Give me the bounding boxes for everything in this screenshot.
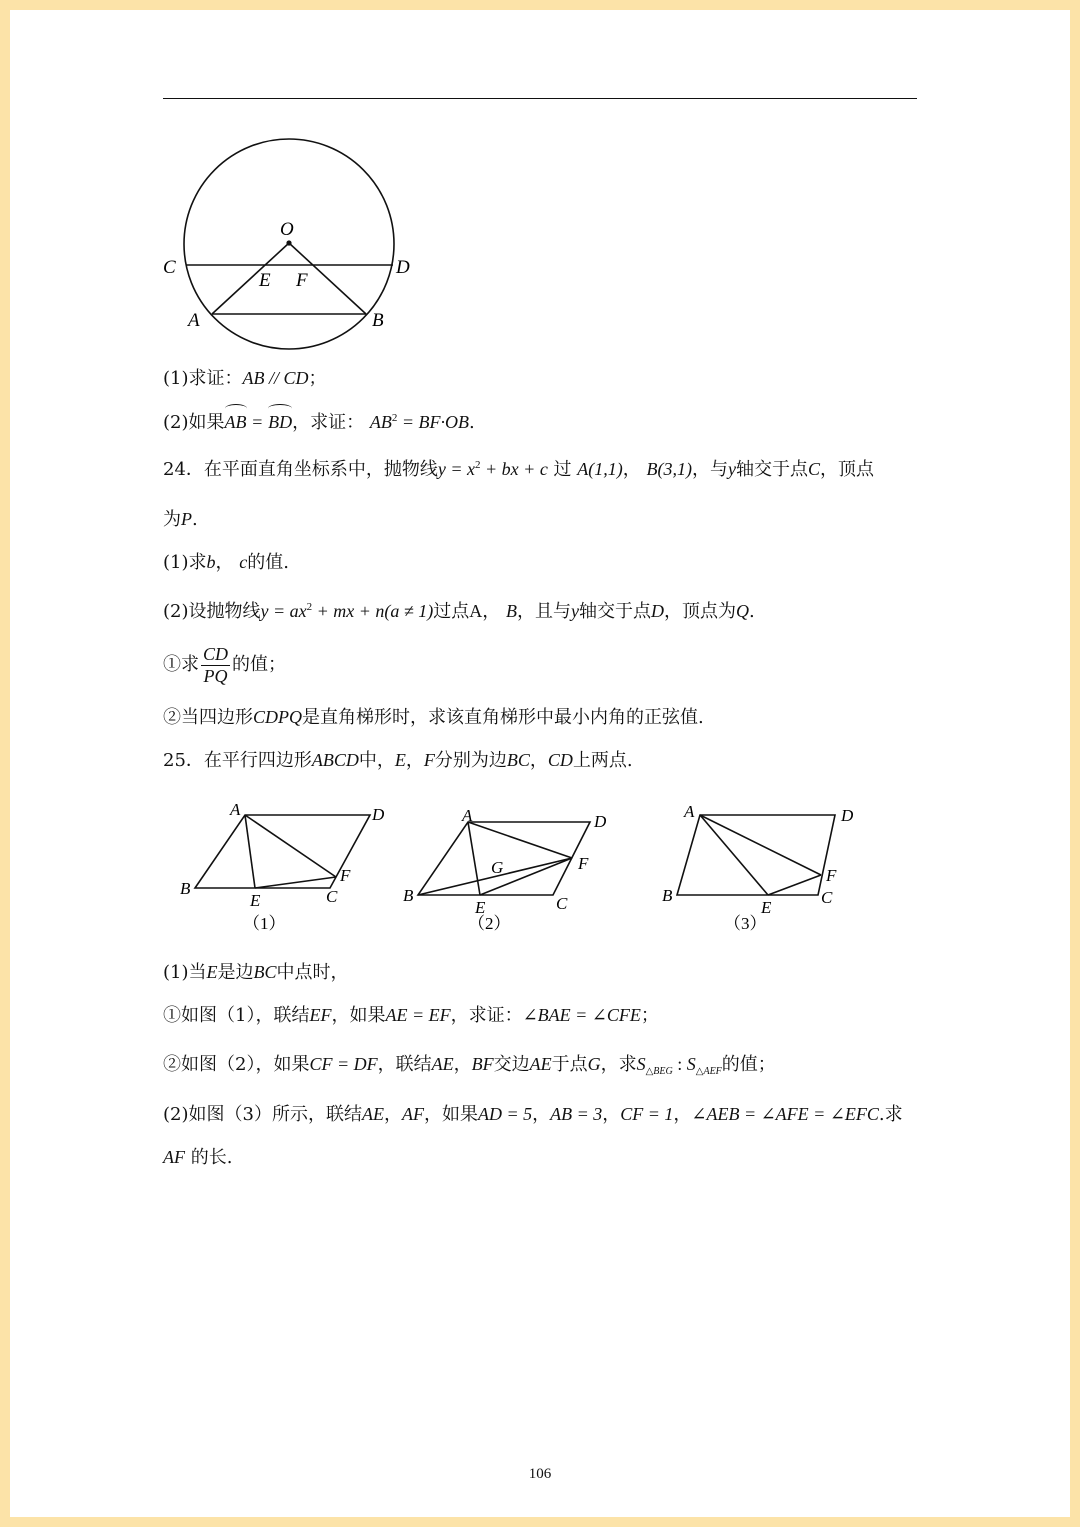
q24-part2: (2)设抛物线$y = ax^2$ + mx + n(a ≠ 1)过点A， B，且与y轴交于点D，顶点为Q. <box>163 601 755 622</box>
caption-2: （2） <box>468 914 511 933</box>
svg-text:D: D <box>841 806 854 825</box>
q25-part2-cont: AF 的长. <box>163 1147 233 1168</box>
document-page <box>10 10 1070 1517</box>
fraction-cd-pq: $\frac{CD}{PQ}$ <box>203 643 229 686</box>
svg-text:D: D <box>594 812 607 831</box>
center-point <box>286 240 291 245</box>
svg-text:B: B <box>662 886 673 905</box>
svg-text:F: F <box>340 866 351 885</box>
svg-text:A: A <box>462 806 473 825</box>
figure-1 <box>180 800 385 933</box>
svg-text:E: E <box>475 898 486 917</box>
svg-text:E: E <box>761 898 772 917</box>
q25-part2: (2)如图（3）所示，联结AE，AF，如果AD = 5，AB = 3，CF = 1，∠AEB = ∠AFE = ∠EFC.求 <box>163 1104 903 1125</box>
label-a: A <box>188 310 200 331</box>
svg-text:E: E <box>250 891 261 910</box>
svg-text:A: A <box>684 802 695 821</box>
svg-text:F: F <box>578 854 589 873</box>
svg-text:B: B <box>180 879 191 898</box>
figure-3 <box>662 802 854 933</box>
circle-figure <box>160 135 430 350</box>
q25-sub1: ①如图（1），联结EF，如果AE = EF，求证：∠BAE = ∠CFE； <box>163 1005 659 1026</box>
svg-text:C: C <box>821 888 833 907</box>
svg-text:D: D <box>372 805 385 824</box>
header-rule <box>163 98 917 99</box>
parallelogram-figures <box>170 795 870 940</box>
q25-part1: (1)当E是边BC中点时， <box>163 962 349 983</box>
label-b: B <box>372 310 384 331</box>
arc-ab: AB <box>224 412 247 432</box>
q24-stem-cont: 为P. <box>163 509 198 530</box>
figure-2 <box>403 806 607 933</box>
svg-text:F: F <box>826 866 837 885</box>
label-d: D <box>396 257 410 278</box>
q23-part2: (2)如果AB = BD，求证： $AB^2 = BF\cdot OB$. <box>163 412 475 433</box>
caption-3: （3） <box>724 914 767 933</box>
svg-text:A: A <box>230 800 241 819</box>
svg-text:G: G <box>491 858 504 877</box>
svg-text:C: C <box>326 887 338 906</box>
label-c: C <box>163 257 176 278</box>
page-number: 106 <box>528 1466 552 1482</box>
q23-part1: (1)求证：AB // CD； <box>163 368 327 389</box>
q24-part1: (1)求b， c的值. <box>163 552 289 573</box>
q24-sub1: ①求 $\frac{CD}{PQ}$ 的值； <box>163 643 287 686</box>
arc-bd: BD <box>268 412 293 432</box>
q24-sub2: ②当四边形CDPQ是直角梯形时，求该直角梯形中最小内角的正弦值. <box>163 707 704 728</box>
svg-text:C: C <box>556 894 568 913</box>
svg-text:B: B <box>403 886 414 905</box>
label-f: F <box>296 270 308 291</box>
q24-stem: 24．在平面直角坐标系中，抛物线$y = x^2$ + bx + c 过 A(1,1)， B(3,1)，与y轴交于点C，顶点 <box>163 459 874 480</box>
label-e: E <box>259 270 271 291</box>
q25-stem: 25．在平行四边形ABCD中，E，F分别为边BC，CD上两点. <box>163 750 633 771</box>
segment-oa <box>212 243 289 314</box>
label-o: O <box>280 219 294 240</box>
q25-sub2: ②如图（2），如果CF = DF，联结AE，BF交边AE于点G，求$S_{\triangle BEG}$ : $S_{\triangle AEF}$的值； <box>163 1054 776 1077</box>
caption-1: （1） <box>243 914 286 933</box>
